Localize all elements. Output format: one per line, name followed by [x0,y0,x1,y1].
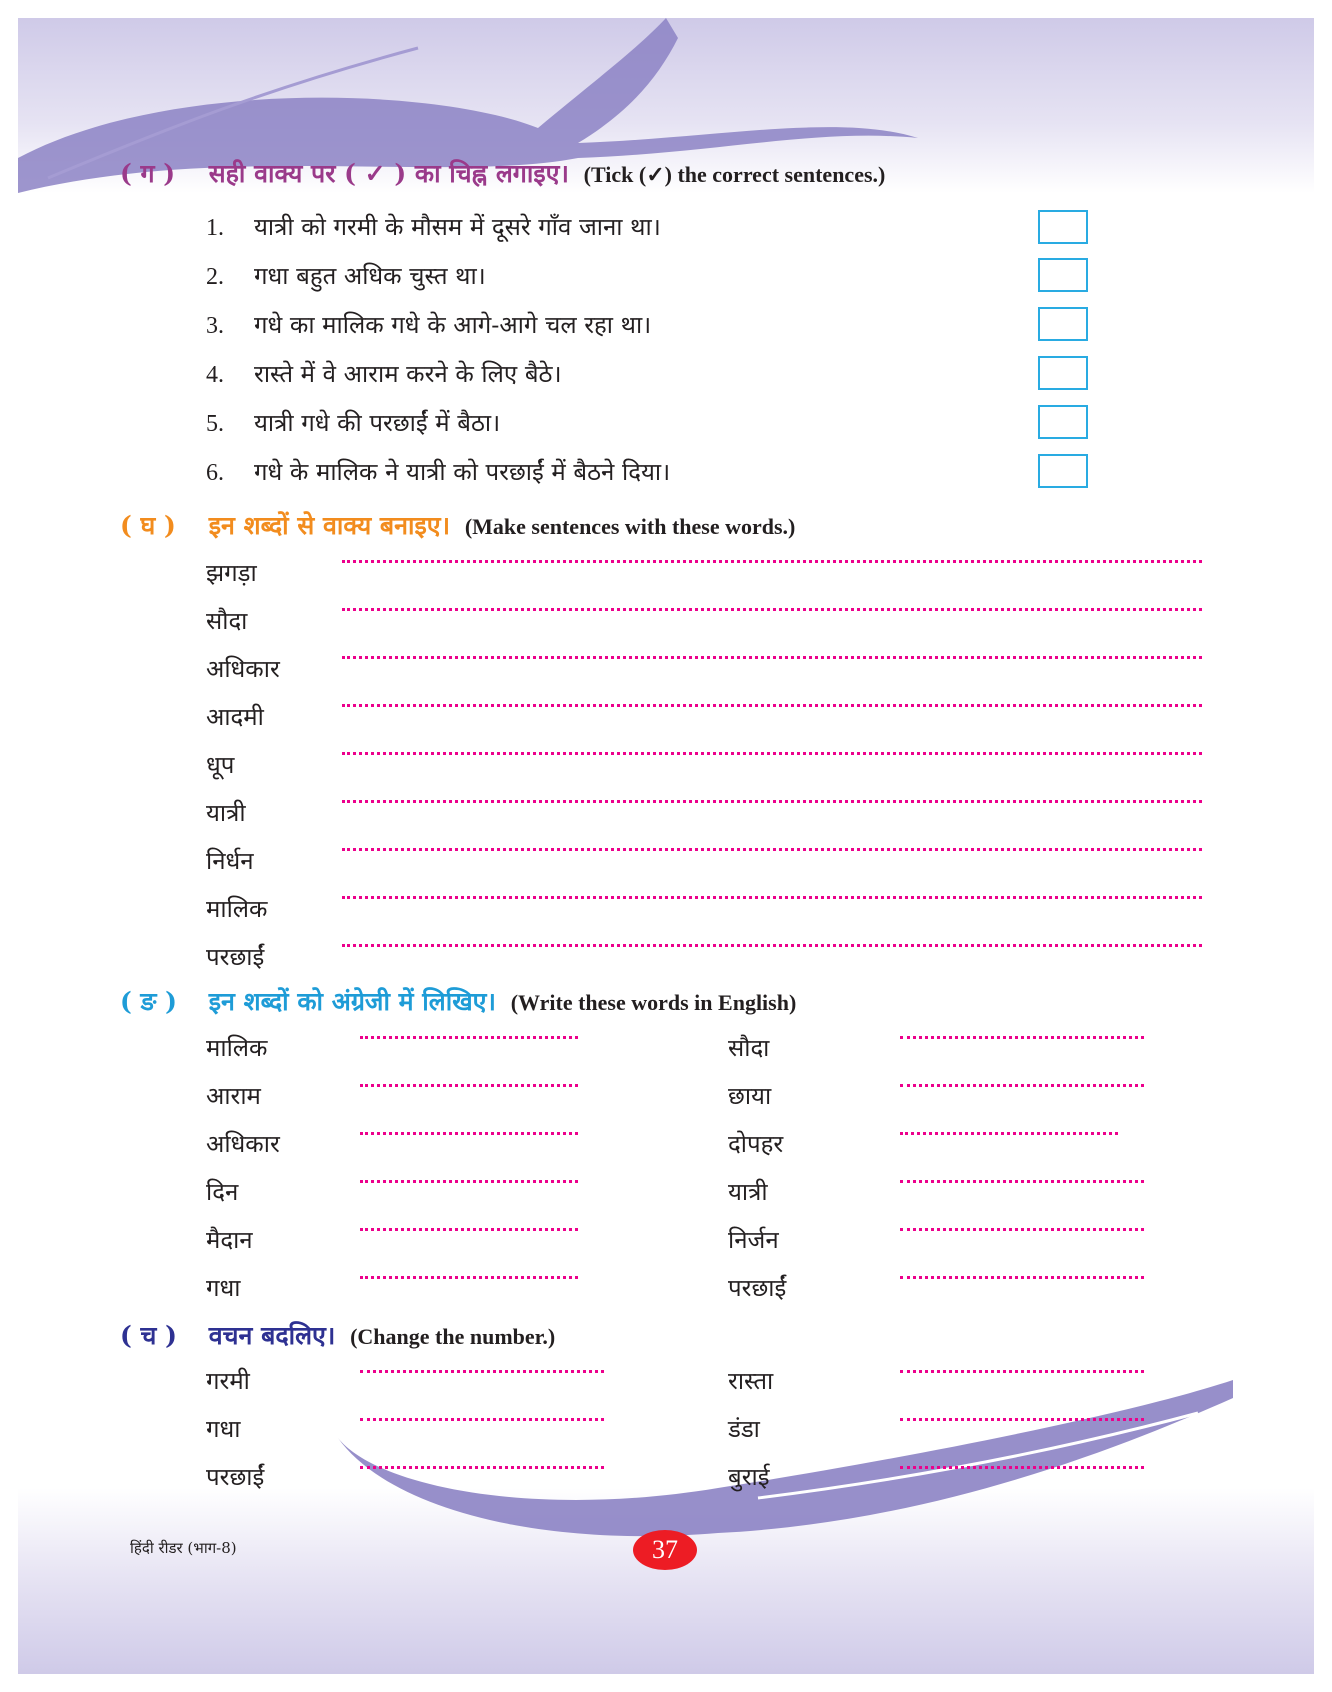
english-word-left: मालिक [206,1034,268,1062]
answer-line[interactable] [342,704,1202,707]
english-word-right: सौदा [728,1034,770,1062]
answer-line[interactable] [342,944,1202,947]
answer-line[interactable] [360,1228,578,1231]
answer-line[interactable] [342,560,1202,563]
english-word-left: गधा [206,1274,241,1302]
answer-line[interactable] [360,1036,578,1039]
english-word-left: आराम [206,1082,261,1110]
tick-item-1: 1. यात्री को गरमी के मौसम में दूसरे गाँव जाना था। [206,213,661,241]
sentence-word: झगड़ा [206,559,257,587]
answer-line[interactable] [900,1180,1144,1183]
english-word-left: अधिकार [206,1130,280,1158]
sentence-word: सौदा [206,607,248,635]
answer-line[interactable] [360,1084,578,1087]
answer-line[interactable] [342,848,1202,851]
tick-item-2: 2. गधा बहुत अधिक चुस्त था। [206,262,486,290]
answer-line[interactable] [342,800,1202,803]
answer-line[interactable] [900,1418,1144,1421]
section-nga-heading [120,984,796,1018]
english-word-right: यात्री [728,1178,768,1206]
tick-box-5[interactable] [1038,405,1088,439]
tick-box-3[interactable] [1038,307,1088,341]
section-gha-instruction: (Make sentences with these words.) [464,514,796,539]
tick-box-4[interactable] [1038,356,1088,390]
sentence-word: अधिकार [206,655,280,683]
english-word-right: निर्जन [728,1226,779,1254]
section-nga-title: इन शब्दों को अंग्रेजी में लिखिए। [208,987,496,1016]
sentence-word: परछाईं [206,943,265,971]
answer-line[interactable] [360,1370,604,1373]
sentence-word: धूप [206,751,235,779]
answer-line[interactable] [900,1228,1144,1231]
page-number: 37 [633,1530,697,1570]
section-gha-heading [120,508,795,542]
number-word-left: गरमी [206,1367,250,1395]
number-word-right: रास्ता [728,1367,774,1395]
sentence-word: निर्धन [206,847,254,875]
answer-line[interactable] [360,1466,604,1469]
tick-box-6[interactable] [1038,454,1088,488]
sentence-word: यात्री [206,799,246,827]
book-title: हिंदी रीडर (भाग-8) [130,1539,237,1557]
section-nga-instruction: (Write these words in English) [510,990,797,1015]
number-word-right: बुराई [728,1463,770,1491]
answer-line[interactable] [342,752,1202,755]
section-cha-instruction: (Change the number.) [350,1324,556,1349]
english-word-right: परछाईं [728,1274,787,1302]
answer-line[interactable] [342,896,1202,899]
section-cha-heading [120,1318,555,1352]
answer-line[interactable] [900,1370,1144,1373]
english-word-left: दिन [206,1178,239,1206]
tick-box-2[interactable] [1038,258,1088,292]
answer-line[interactable] [900,1466,1144,1469]
tick-item-3: 3. गधे का मालिक गधे के आगे-आगे चल रहा था। [206,311,652,339]
answer-line[interactable] [360,1276,578,1279]
sentence-word: आदमी [206,703,264,731]
section-gha-letter: ( घ ) [120,511,176,540]
section-nga-letter: ( ङ ) [120,987,177,1016]
section-cha-title: वचन बदलिए। [208,1321,336,1350]
section-ga-heading [120,156,885,190]
number-word-right: डंडा [728,1415,760,1443]
number-word-left: परछाईं [206,1463,265,1491]
tick-item-4: 4. रास्ते में वे आराम करने के लिए बैठे। [206,360,562,388]
section-ga-instruction: (Tick (✓) the correct sentences.) [583,162,886,187]
english-word-left: मैदान [206,1226,253,1254]
tick-item-6: 6. गधे के मालिक ने यात्री को परछाईं में बैठने दिया। [206,458,671,486]
answer-line[interactable] [900,1084,1144,1087]
english-word-right: दोपहर [728,1130,784,1158]
section-cha-letter: ( च ) [120,1321,177,1350]
answer-line[interactable] [360,1418,604,1421]
section-gha-title: इन शब्दों से वाक्य बनाइए। [208,511,451,540]
sentence-word: मालिक [206,895,268,923]
answer-line[interactable] [360,1180,578,1183]
tick-box-1[interactable] [1038,210,1088,244]
answer-line[interactable] [360,1132,578,1135]
tick-item-5: 5. यात्री गधे की परछाईं में बैठा। [206,409,501,437]
section-ga-letter: ( ग ) [120,159,176,188]
answer-line[interactable] [900,1036,1144,1039]
english-word-right: छाया [728,1082,772,1110]
answer-line[interactable] [342,656,1202,659]
answer-line[interactable] [900,1276,1144,1279]
section-ga-title: सही वाक्य पर ( ✓ ) का चिह्न लगाइए। [208,159,569,188]
answer-line[interactable] [342,608,1202,611]
number-word-left: गधा [206,1415,241,1443]
answer-line[interactable] [900,1132,1118,1135]
